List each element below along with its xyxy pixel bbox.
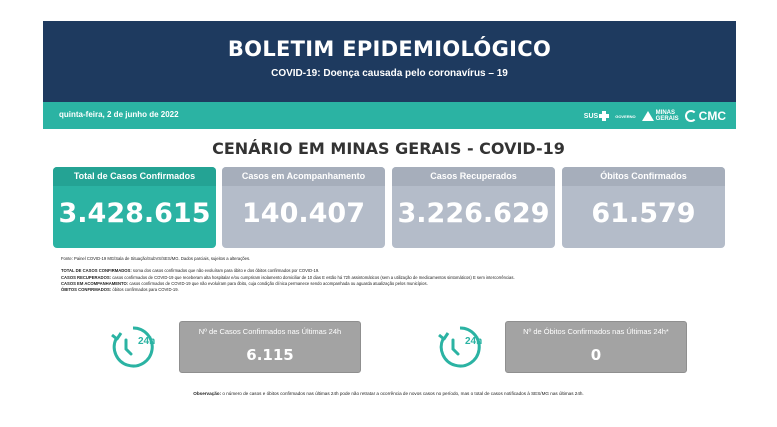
clock-24h-label: 24h bbox=[465, 336, 483, 347]
observation-label: Observação: bbox=[193, 391, 222, 396]
logos-group bbox=[584, 107, 726, 125]
last24-cases-label: Nº de Casos Confirmados nas Últimas 24h bbox=[198, 327, 342, 336]
plus-icon bbox=[599, 111, 609, 121]
card-in-followup bbox=[222, 167, 385, 248]
minas-gerais-logo bbox=[642, 110, 679, 122]
card-recovered bbox=[392, 167, 555, 248]
observation-text: o número de casos e óbitos confirmados nas últimas 24h pode não retratar a ocorrência de novos casos no período, mas o total de casos notificados à SES/MG nas últimas 24h. bbox=[222, 391, 584, 396]
note-recovered: CASOS RECUPERADOS: casos confirmados de COVID-19 que receberam alta hospitalar e/ou cumpriram isolamento domiciliar de 10 dias E estão há 72h assintomáticos (sem a utilização de medicamentos sintomáticos) E sem intercorrências. bbox=[61, 274, 515, 280]
sus-logo-text: SUS bbox=[583, 112, 599, 120]
header-banner bbox=[43, 21, 736, 102]
last24-deaths-box bbox=[505, 321, 687, 373]
page-title: BOLETIM EPIDEMIOLÓGICO bbox=[227, 37, 552, 61]
page-subtitle: COVID-19: Doença causada pelo coronavírus – 19 bbox=[271, 68, 508, 79]
card-label: Óbitos Confirmados bbox=[562, 167, 725, 186]
last24-deaths-label: Nº de Óbitos Confirmados nas Últimas 24h* bbox=[523, 327, 669, 336]
cmc-logo-text: CMC bbox=[698, 109, 726, 123]
card-label: Casos Recuperados bbox=[392, 167, 555, 186]
card-label: Total de Casos Confirmados bbox=[53, 167, 216, 186]
card-value: 3.428.615 bbox=[58, 198, 211, 229]
note-total: TOTAL DE CASOS CONFIRMADOS: soma dos casos confirmados que não evoluíram para óbito e dos óbitos confirmados por COVID-19. bbox=[61, 268, 320, 274]
cmc-ring-icon bbox=[685, 110, 697, 122]
date-bar bbox=[43, 102, 736, 129]
notes-block bbox=[61, 256, 741, 293]
card-label: Casos em Acompanhamento bbox=[222, 167, 385, 186]
last24-cases-value: 6.115 bbox=[246, 346, 294, 364]
note-deaths: ÓBITOS CONFIRMADOS: óbitos confirmados para COVID-19. bbox=[61, 287, 179, 293]
note-followup: CASOS EM ACOMPANHAMENTO: casos confirmados de COVID-19 que não evoluíram para óbito, cuja condição clínica permanece sendo acompanhada ou aguarda atualização pelos municípios. bbox=[61, 280, 428, 286]
card-value: 140.407 bbox=[242, 198, 365, 229]
card-value: 3.226.629 bbox=[397, 198, 550, 229]
card-value: 61.579 bbox=[591, 198, 696, 229]
report-date: quinta-feira, 2 de junho de 2022 bbox=[59, 110, 179, 119]
cmc-logo bbox=[685, 109, 726, 123]
clock-24h-icon bbox=[435, 322, 485, 372]
gov-logo-text: GOVERNO bbox=[615, 113, 636, 119]
triangle-icon bbox=[642, 111, 654, 121]
observation-note bbox=[0, 391, 777, 396]
mg-logo-line2: GERAIS bbox=[655, 116, 679, 122]
card-total-confirmed bbox=[53, 167, 216, 248]
card-deaths bbox=[562, 167, 725, 248]
clock-24h-icon bbox=[108, 322, 158, 372]
clock-24h-label: 24h bbox=[138, 336, 156, 347]
source-note: Fonte: Painel COVID-19 MG/Sala de Situação/SubVS/SES/MG. Dados parciais, sujeitos a alterações. bbox=[61, 256, 251, 261]
mg-logo-line1: MINAS bbox=[655, 110, 675, 116]
last24-cases-box bbox=[179, 321, 361, 373]
sus-logo bbox=[584, 111, 609, 121]
section-title: CENÁRIO EM MINAS GERAIS - COVID-19 bbox=[212, 139, 565, 158]
last24-deaths-value: 0 bbox=[590, 346, 602, 364]
